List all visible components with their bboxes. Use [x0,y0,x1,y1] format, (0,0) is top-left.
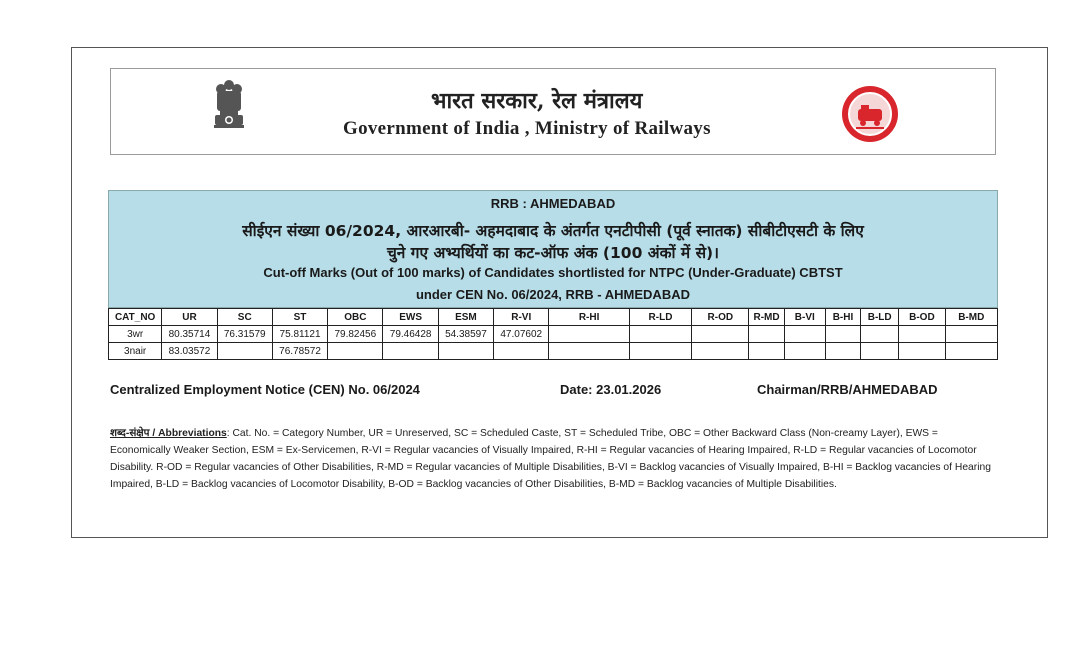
table-cell [549,343,629,360]
column-header: ESM [438,309,493,326]
column-header: B-MD [945,309,997,326]
column-header: CAT_NO [109,309,162,326]
column-header: B-LD [861,309,899,326]
signatory: Chairman/RRB/AHMEDABAD [757,382,938,397]
table-cell: 3wr [109,326,162,343]
table-cell [945,326,997,343]
table-header-row [109,309,998,326]
column-header: EWS [383,309,438,326]
table-cell [692,326,749,343]
column-header: B-OD [899,309,945,326]
letterhead-english-title: Government of India , Ministry of Railways [343,118,711,139]
hindi-heading-line1: सीईएन संख्या 06/2024, आरआरबी- अहमदाबाद के अंतर्गत एनटीपीसी (पूर्व स्नातक) सीबीटीएसटी के लिए [242,222,864,240]
table-cell [749,326,784,343]
cutoff-table [108,308,998,360]
table-cell: 54.38597 [438,326,493,343]
table-cell [692,343,749,360]
table-cell [494,343,549,360]
table-cell [217,343,272,360]
rrb-heading: RRB : AHMEDABAD [490,196,616,211]
abbreviations-note [110,425,1000,493]
table-cell: 79.82456 [328,326,383,343]
table-cell [383,343,438,360]
table-cell: 47.07602 [494,326,549,343]
table-cell [549,326,629,343]
column-header: R-OD [692,309,749,326]
table-cell [899,326,945,343]
table-cell [825,343,860,360]
table-cell [899,343,945,360]
column-header: R-VI [494,309,549,326]
table-cell [825,326,860,343]
letterhead-hindi-title: भारत सरकार, रेल मंत्रालय [431,88,643,114]
column-header: B-HI [825,309,860,326]
table-cell [629,343,691,360]
column-header: R-HI [549,309,629,326]
table-cell [438,343,493,360]
table-cell [861,343,899,360]
indian-railways-logo-icon [841,85,899,143]
national-emblem-icon [208,79,250,149]
table-cell: 76.78572 [272,343,327,360]
column-header: ST [272,309,327,326]
table-cell: 83.03572 [162,343,217,360]
english-heading-line2: under CEN No. 06/2024, RRB - AHMEDABAD [415,287,690,302]
table-cell: 75.81121 [272,326,327,343]
column-header: B-VI [784,309,825,326]
table-cell [784,343,825,360]
cutoff-notice [108,190,998,362]
hindi-heading-line2: चुने गए अभ्यर्थियों का कट-ऑफ अंक (100 अंकों में से)। [386,244,720,262]
table-cell [861,326,899,343]
column-header: OBC [328,309,383,326]
table-row [109,343,998,360]
column-header: UR [162,309,217,326]
table-cell [784,326,825,343]
table-cell [328,343,383,360]
table-cell: 80.35714 [162,326,217,343]
table-cell [629,326,691,343]
cen-number: Centralized Employment Notice (CEN) No. 06/2024 [110,382,420,397]
column-header: SC [217,309,272,326]
notice-date: Date: 23.01.2026 [560,382,662,397]
table-cell: 3nair [109,343,162,360]
abbreviations-label: शब्द-संक्षेप / Abbreviations [110,428,227,439]
letterhead [110,68,996,155]
table-cell: 76.31579 [217,326,272,343]
table-cell [749,343,784,360]
table-row [109,326,998,343]
column-header: R-MD [749,309,784,326]
table-cell [945,343,997,360]
table-cell: 79.46428 [383,326,438,343]
notice-heading-panel [108,190,998,308]
abbreviations-text: : Cat. No. = Category Number, UR = Unreserved, SC = Scheduled Caste, ST = Scheduled Tribe, OBC = Other Backward Class (Non-creamy Layer), EWS = Economically Weaker Section, ESM = Ex-Servicemen, R-VI = Regular vacancies of Visually Impaired, R-HI = Regular vacancies of Hearing Impaired, R-LD = Regular vacancies of Locomotor Disability. R-OD = Regular vacancies of Other Disabilities, R-MD = Regular vacancies of Multiple Disabilities, B-VI = Backlog vacancies of Visually Impaired, B-HI = Backlog vacancies of Hearing Impaired, B-LD = Backlog vacancies of Locomotor Disability, B-OD = Backlog vacancies of Other Disabilities, B-MD = Backlog vacancies of Multiple Disabilities. [110,428,991,490]
column-header: R-LD [629,309,691,326]
english-heading-line1: Cut-off Marks (Out of 100 marks) of Candidates shortlisted for NTPC (Under-Graduate) CBTST [263,265,843,280]
